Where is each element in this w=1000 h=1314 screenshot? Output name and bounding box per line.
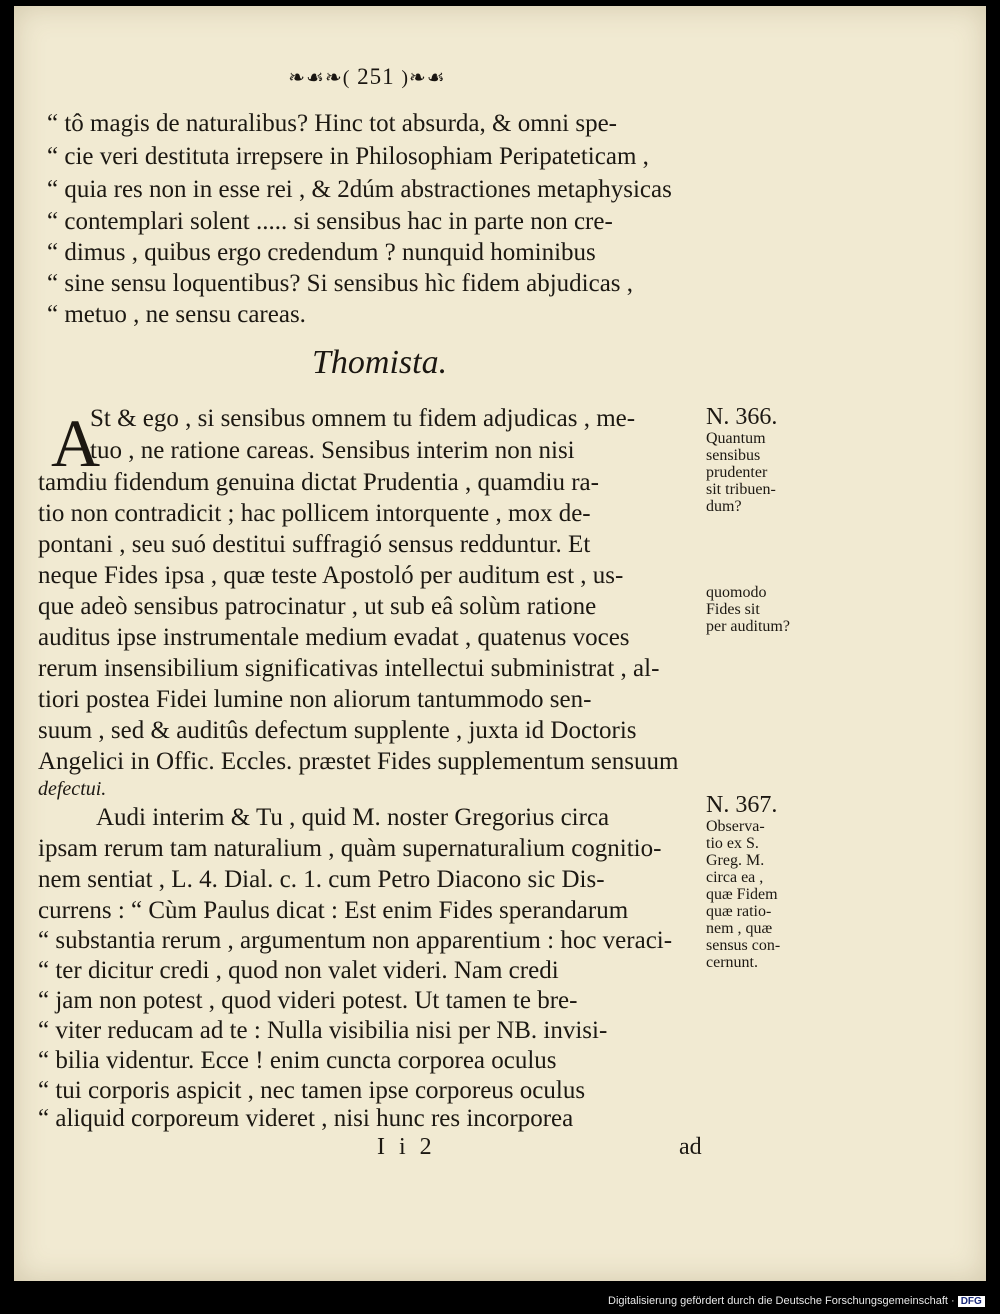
text-line: St & ego , si sensibus omnem tu fidem adjudicas , me- (90, 405, 636, 432)
header-ornament-right: )❧☙ (401, 67, 446, 89)
text-line: “ aliquid corporeum videret , nisi hunc res incorporea (38, 1105, 574, 1132)
margin-note-line: Greg. M. (706, 852, 765, 869)
text-line: “ bilia videntur. Ecce ! enim cuncta corporea oculus (38, 1047, 557, 1074)
signature-mark: I i 2 (377, 1134, 436, 1160)
text-line: neque Fides ipsa , quæ teste Apostoló per auditum est , us- (38, 562, 624, 589)
funding-credit (608, 1295, 985, 1307)
text-line: ipsam rerum tam naturalium , quàm supernaturalium cognitio- (38, 835, 662, 862)
text-line: “ cie veri destituta irrepsere in Philosophiam Peripateticam , (47, 143, 649, 170)
text-line: rerum insensibilium significativas intellectui subministrat , al- (38, 655, 660, 682)
margin-note-line: quæ ratio- (706, 903, 772, 920)
text-line: “ tô magis de naturalibus? Hinc tot absurda, & omni spe- (47, 110, 618, 137)
page-number: 251 (357, 64, 395, 89)
text-line: “ metuo , ne sensu careas. (47, 301, 306, 328)
margin-note-line: sensus con- (706, 937, 781, 954)
text-line: “ substantia rerum , argumentum non apparentium : hoc veraci- (38, 927, 673, 954)
text-line: auditus ipse instrumentale medium evadat , quatenus voces (38, 624, 630, 651)
text-line: defectui. (38, 778, 107, 800)
section-title: Thomista. (312, 344, 448, 381)
text-line: suum , sed & auditûs defectum supplente , juxta id Doctoris (38, 717, 637, 744)
margin-note-line: Quantum (706, 430, 766, 447)
margin-note-line: quomodo (706, 584, 767, 601)
margin-note (706, 792, 780, 971)
text-line: tio non contradicit ; hac pollicem intorquente , mox de- (38, 500, 591, 527)
margin-note-number: N. 366. (706, 404, 778, 430)
margin-note-line: Fides sit (706, 601, 760, 618)
dfg-logo: DFG (958, 1296, 985, 1307)
text-line: “ ter dicitur credi , quod non valet videri. Nam credi (38, 957, 559, 984)
text-line: “ dimus , quibus ergo credendum ? nunquid hominibus (47, 239, 596, 266)
header-ornament-left: ❧☙❧( (288, 67, 351, 89)
text-line: Audi interim & Tu , quid M. noster Gregorius circa (96, 804, 610, 831)
margin-note-number: N. 367. (706, 792, 778, 818)
text-line: “ viter reducam ad te : Nulla visibilia nisi per NB. invisi- (38, 1017, 608, 1044)
funding-credit-text: Digitalisierung gefördert durch die Deutsche Forschungsgemeinschaft · (608, 1295, 955, 1307)
margin-note (706, 404, 777, 515)
text-line: “ contemplari solent ..... si sensibus hac in parte non cre- (47, 208, 613, 235)
margin-note-line: dum? (706, 498, 742, 515)
margin-note-line: quæ Fidem (706, 886, 778, 903)
text-line: “ tui corporis aspicit , nec tamen ipse corporeus oculus (38, 1077, 586, 1104)
text-line: “ sine sensu loquentibus? Si sensibus hìc fidem abjudicas , (47, 270, 634, 297)
margin-note-line: sensibus (706, 447, 761, 464)
margin-note-line: sit tribuen- (706, 481, 776, 498)
book-page (14, 6, 986, 1281)
catchword: ad (679, 1134, 702, 1160)
margin-note-line: cernunt. (706, 954, 758, 971)
text-line: “ jam non potest , quod videri potest. Ut tamen te bre- (38, 987, 578, 1014)
margin-note-line: nem , quæ (706, 920, 773, 937)
margin-note-line: circa ea , (706, 869, 764, 886)
text-line: nem sentiat , L. 4. Dial. c. 1. cum Petro Diacono sic Dis- (38, 866, 605, 893)
margin-note-line: per auditum? (706, 618, 790, 635)
text-line: tiori postea Fidei lumine non aliorum tantummodo sen- (38, 686, 592, 713)
running-header (272, 64, 462, 90)
margin-note-line: Observa- (706, 818, 765, 835)
text-line: “ quia res non in esse rei , & 2dúm abstractiones metaphysicas (47, 176, 672, 203)
text-line: currens : “ Cùm Paulus dicat : Est enim Fides sperandarum (38, 897, 629, 924)
text-line: que adeò sensibus patrocinatur , ut sub eâ solùm ratione (38, 593, 597, 620)
text-line: tuo , ne ratione careas. Sensibus interim non nisi (90, 437, 575, 464)
margin-note (706, 584, 790, 635)
text-line: tamdiu fidendum genuina dictat Prudentia , quamdiu ra- (38, 469, 599, 496)
margin-note-line: tio ex S. (706, 835, 759, 852)
text-line: Angelici in Offic. Eccles. præstet Fides supplementum sensuum (38, 748, 679, 775)
margin-note-line: prudenter (706, 464, 768, 481)
text-line: pontani , seu suó destitui suffragió sensus redduntur. Et (38, 531, 591, 558)
drop-cap: A (51, 405, 101, 481)
